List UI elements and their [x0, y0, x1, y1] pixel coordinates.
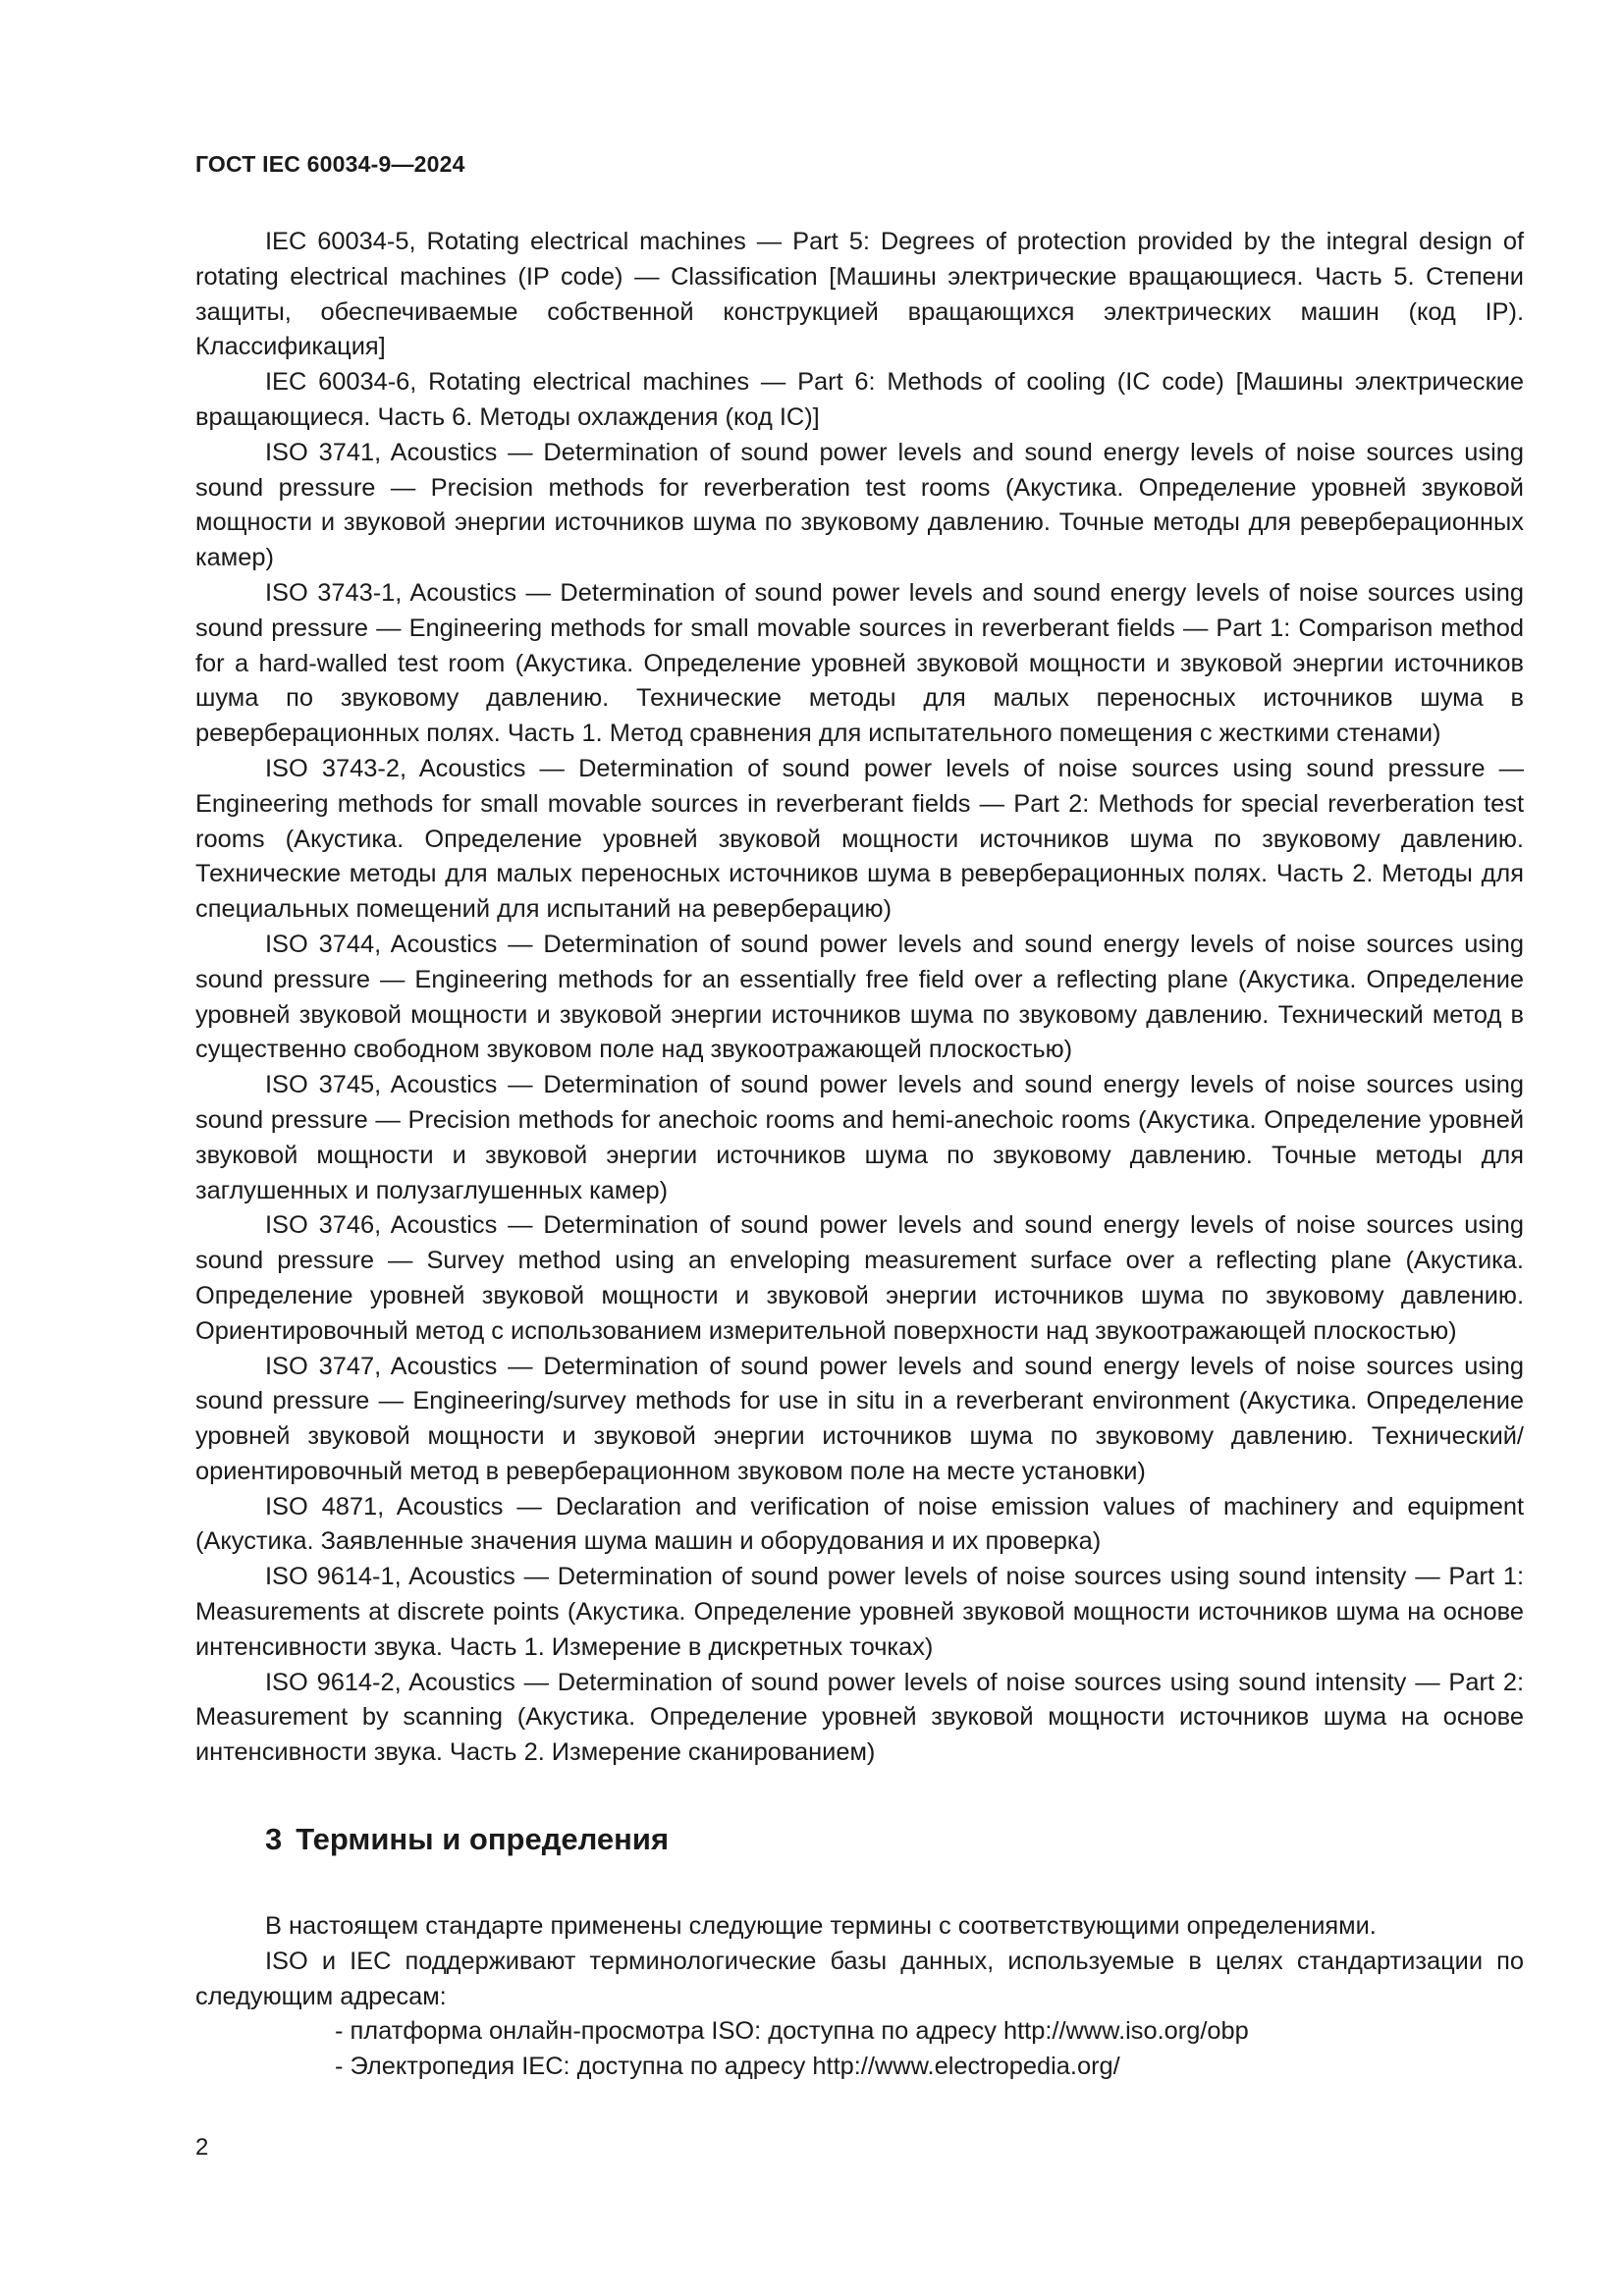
- reference-entry: ISO 3745, Acoustics — Determination of sound power levels and sound energy levels of noise sources using sound pressure — Precision methods for anechoic rooms and hemi-anechoic rooms (Акустика. Определение уровней звуковой мощности и звуковой энергии источников шума по звуковому давлению. Точные методы для заглушенных и полузаглушенных камер): [195, 1071, 1524, 1204]
- reference-entry: ISO 3741, Acoustics — Determination of sound power levels and sound energy levels of noise sources using sound pressure — Precision methods for reverberation test rooms (Акустика. Определение уровней звуковой мощности и звуковой энергии источников шума по звуковому давлению. Точные методы для реверберационных камер): [195, 438, 1524, 572]
- normative-references-list: [195, 225, 1524, 1771]
- terms-section-body: [195, 1909, 1524, 2085]
- section-heading: [265, 1822, 669, 1857]
- reference-entry: ISO 4871, Acoustics — Declaration and verification of noise emission values of machinery and equipment (Акустика. Заявленные значения шума машин и оборудования и их проверка): [195, 1492, 1524, 1556]
- reference-entry: IEC 60034-5, Rotating electrical machines — Part 5: Degrees of protection provided by the integral design of rotating electrical machines (IP code) — Classification [Машины электрические вращающиеся. Часть 5. Степени защиты, обеспечиваемые собственной конструкцией вращающихся электрических машин (код IP). Классификация]: [195, 228, 1524, 361]
- reference-entry: ISO 3743-2, Acoustics — Determination of sound power levels of noise sources using sound pressure — Engineering methods for small movable sources in reverberant fields — Part 2: Methods for special reverberation test rooms (Акустика. Определение уровней звуковой мощности источников шума по звуковому давлению. Технические методы для малых переносных источников шума в реверберационных полях. Часть 2. Методы для специальных помещений для испытаний на реверберацию): [195, 754, 1524, 924]
- terms-intro: В настоящем стандарте применены следующие термины с соответствующими определениями.: [265, 1912, 1377, 1940]
- reference-entry: ISO 9614-1, Acoustics — Determination of sound power levels of noise sources using sound intensity — Part 1: Measurements at discrete points (Акустика. Определение уровней звуковой мощности источников шума на основе интенсивности звука. Часть 1. Измерение в дискретных точках): [195, 1563, 1524, 1661]
- reference-entry: ISO 3747, Acoustics — Determination of sound power levels and sound energy levels of noise sources using sound pressure — Engineering/survey methods for use in situ in a reverberant environment (Акустика. Определение уровней звуковой мощности и звуковой энергии источников шума по звуковому давлению. Технический/ориентировочный метод в реверберационном звуковом поле на месте установки): [195, 1352, 1524, 1485]
- page-number: 2: [195, 2134, 209, 2161]
- database-list-item: - платформа онлайн-просмотра ISO: доступна по адресу http://www.iso.org/obp: [335, 2017, 1249, 2046]
- database-list-item: - Электропедия IEC: доступна по адресу http://www.electropedia.org/: [335, 2053, 1120, 2081]
- reference-entry: ISO 9614-2, Acoustics — Determination of sound power levels of noise sources using sound intensity — Part 2: Measurement by scanning (Акустика. Определение уровней звуковой мощности источников шума на основе интенсивности звука. Часть 2. Измерение сканированием): [195, 1668, 1524, 1767]
- document-header: ГОСТ IEC 60034-9—2024: [195, 151, 465, 177]
- reference-entry: ISO 3744, Acoustics — Determination of sound power levels and sound energy levels of noise sources using sound pressure — Engineering methods for an essentially free field over a reflecting plane (Акустика. Определение уровней звуковой мощности и звуковой энергии источников шума по звуковому давлению. Технический метод в существенно свободном звуковом поле над звукоотражающей плоскостью): [195, 930, 1524, 1064]
- reference-entry: IEC 60034-6, Rotating electrical machines — Part 6: Methods of cooling (IC code) [Машины электрические вращающиеся. Часть 6. Методы охлаждения (код IC)]: [195, 368, 1524, 431]
- reference-entry: ISO 3746, Acoustics — Determination of sound power levels and sound energy levels of noise sources using sound pressure — Survey method using an enveloping measurement surface over a reflecting plane (Акустика. Определение уровней звуковой мощности и звуковой энергии источников шума по звуковому давлению. Ориентировочный метод с использованием измерительной поверхности над звукоотражающей плоскостью): [195, 1211, 1524, 1345]
- section-number: 3: [265, 1822, 283, 1856]
- section-title: Термины и определения: [296, 1822, 670, 1856]
- reference-entry: ISO 3743-1, Acoustics — Determination of sound power levels and sound energy levels of noise sources using sound pressure — Engineering methods for small movable sources in reverberant fields — Part 1: Comparison method for a hard-walled test room (Акустика. Определение уровней звуковой мощности и звуковой энергии источников шума по звуковому давлению. Технические методы для малых переносных источников шума в реверберационных полях. Часть 1. Метод сравнения для испытательного помещения с жесткими стенами): [195, 578, 1524, 748]
- terms-databases-text: ISO и IEC поддерживают терминологические базы данных, используемые в целях стандартизации по следующим адресам:: [195, 1947, 1524, 2010]
